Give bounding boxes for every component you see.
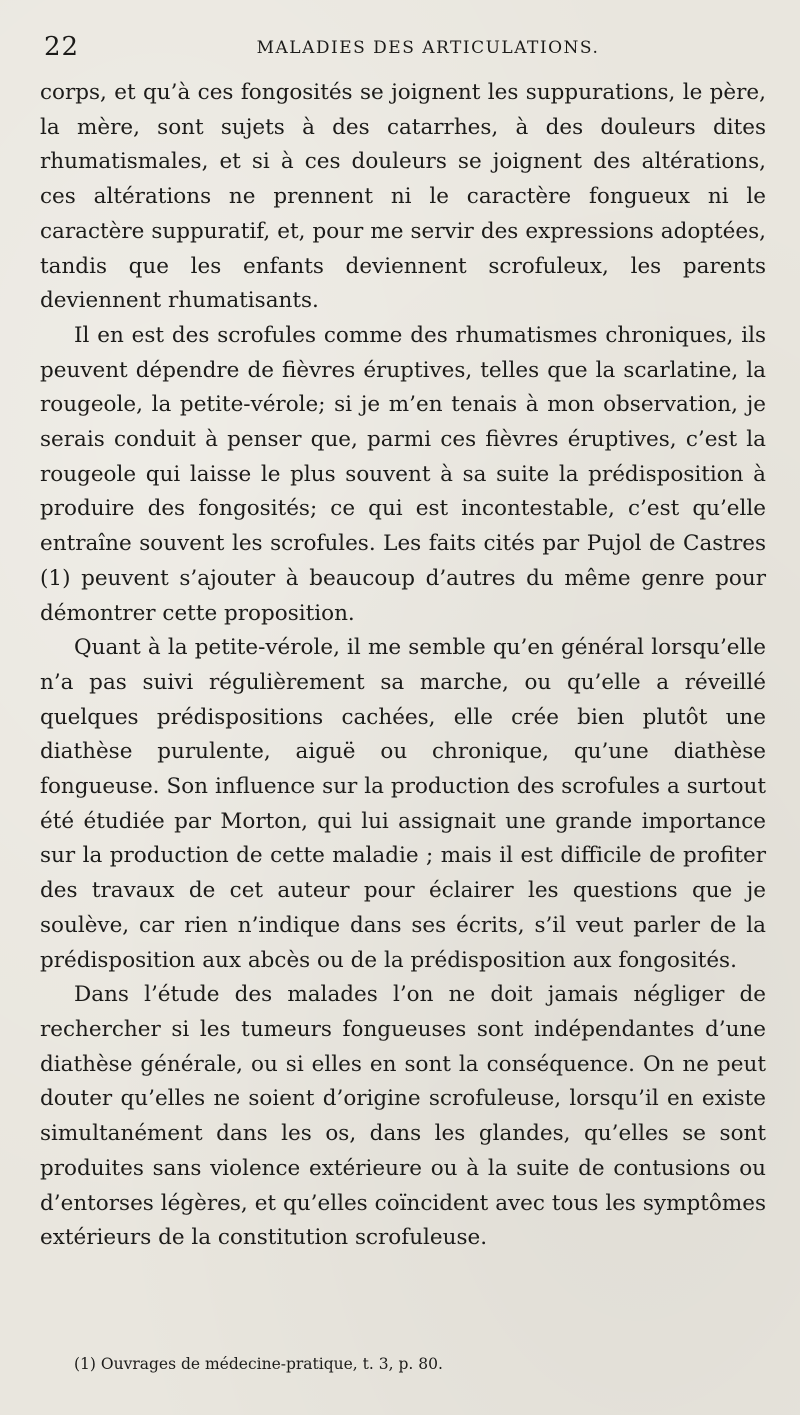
page-number: 22 — [44, 32, 80, 62]
body-text — [40, 76, 766, 1256]
page-header — [40, 30, 766, 70]
paragraph: Il en est des scrofules comme des rhumatismes chroniques, ils peuvent dépendre de fièvres éruptives, telles que la scarlatine, la rougeole, la petite-vérole; si je m’en tenais à mon observation, je serais conduit à penser que, parmi ces fièvres éruptives, c’est la rougeole qui laisse le plus souvent à sa suite la prédisposition à produire des fongosités; ce qui est incontestable, c’est qu’elle entraîne souvent les scrofules. Les faits cités par Pujol de Castres (1) peuvent s’ajouter à beaucoup d’autres du même genre pour démontrer cette proposition. — [40, 322, 766, 626]
paragraph-continued: corps, et qu’à ces fongosités se joignent les suppurations, le père, la mère, sont sujets à des catarrhes, à des douleurs dites rhumatismales, et si à ces douleurs se joignent des altérations, ces altérations ne prennent ni le caractère fongueux ni le caractère suppuratif, et, pour me servir des expressions adoptées, tandis que les enfants deviennent scrofuleux, les parents deviennent rhumatisants. — [40, 80, 766, 314]
footnote: (1) Ouvrages de médecine-pratique, t. 3, p. 80. — [74, 1355, 443, 1373]
paragraph: Dans l’étude des malades l’on ne doit jamais négliger de rechercher si les tumeurs fongueuses sont indépendantes d’une diathèse générale, ou si elles en sont la conséquence. On ne peut douter qu’elles ne soient d’origine scrofuleuse, lorsqu’il en existe simultanément dans les os, dans les glandes, qu’elles se sont produites sans violence extérieure ou à la suite de contusions ou d’entorses légères, et qu’elles coïncident avec tous les symptômes extérieurs de la constitution scrofuleuse. — [40, 982, 766, 1251]
paragraph: Quant à la petite-vérole, il me semble qu’en général lorsqu’elle n’a pas suivi régulièrement sa marche, ou qu’elle a réveillé quelques prédispositions cachées, elle crée bien plutôt une diathèse purulente, aiguë ou chronique, qu’une diathèse fongueuse. Son influence sur la production des scrofules a surtout été étudiée par Morton, qui lui assignait une grande importance sur la production de cette maladie ; mais il est difficile de profiter des travaux de cet auteur pour éclairer les questions que je soulève, car rien n’indique dans ses écrits, s’il veut parler de la prédisposition aux abcès ou de la prédisposition aux fongosités. — [40, 635, 766, 973]
running-head: MALADIES DES ARTICULATIONS. — [256, 38, 600, 58]
